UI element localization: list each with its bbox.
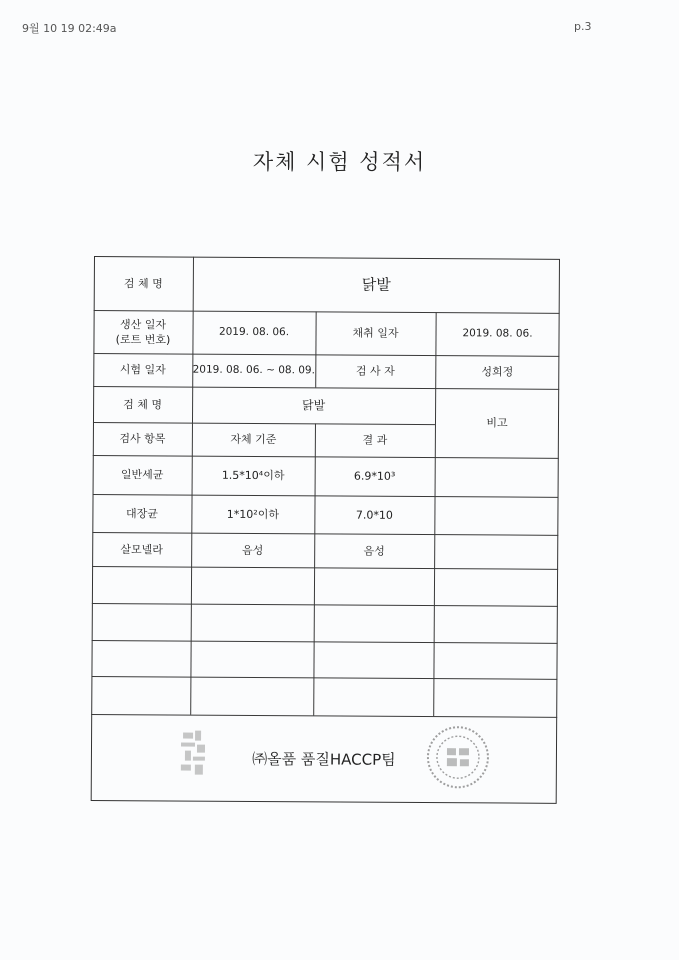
document-title: 자체 시험 성적서 [252, 150, 427, 174]
specimen-name-value: 닭발 [361, 275, 391, 294]
faded-stamp-icon [177, 729, 211, 779]
production-date-value: 2019. 08. 06. [218, 325, 290, 339]
company-seal-icon [425, 724, 491, 790]
specimen-name-label: 검 체 명 [123, 276, 163, 290]
row-standard: 1.5*10⁴이하 [221, 468, 285, 483]
row-standard: 1*10²이하 [226, 507, 280, 521]
test-report-table [91, 256, 560, 804]
issuer-name: ㈜올품 품질HACCP팀 [252, 749, 396, 769]
row-item: 살모넬라 [120, 542, 163, 556]
header-test-item: 검사 항목 [119, 432, 166, 446]
row-result: 7.0*10 [355, 508, 393, 522]
sampling-date-value: 2019. 08. 06. [462, 327, 533, 340]
remarks-label: 비고 [486, 416, 508, 430]
header-standard: 자체 기준 [230, 432, 277, 447]
header-result: 결 과 [362, 433, 388, 447]
inspector-value: 성희정 [481, 365, 514, 379]
row-standard: 음성 [242, 543, 264, 557]
row-item: 대장균 [125, 506, 158, 520]
production-date-label: 생산 일자 (로트 번호) [115, 317, 171, 346]
test-date-value: 2019. 08. 06. ~ 08. 09. [192, 363, 316, 377]
fax-timestamp: 9월 10 19 02:49a [22, 22, 117, 35]
fax-page-number: p.3 [574, 20, 592, 33]
row-result: 6.9*10³ [353, 469, 396, 483]
row-result: 음성 [363, 544, 385, 558]
results-specimen-value: 닭발 [301, 397, 326, 412]
inspector-label: 검 사 자 [355, 364, 395, 378]
sampling-date-label: 채취 일자 [352, 326, 399, 340]
row-item: 일반세균 [120, 468, 164, 482]
results-specimen-label: 검 체 명 [123, 397, 163, 411]
test-date-label: 시험 일자 [119, 363, 166, 377]
